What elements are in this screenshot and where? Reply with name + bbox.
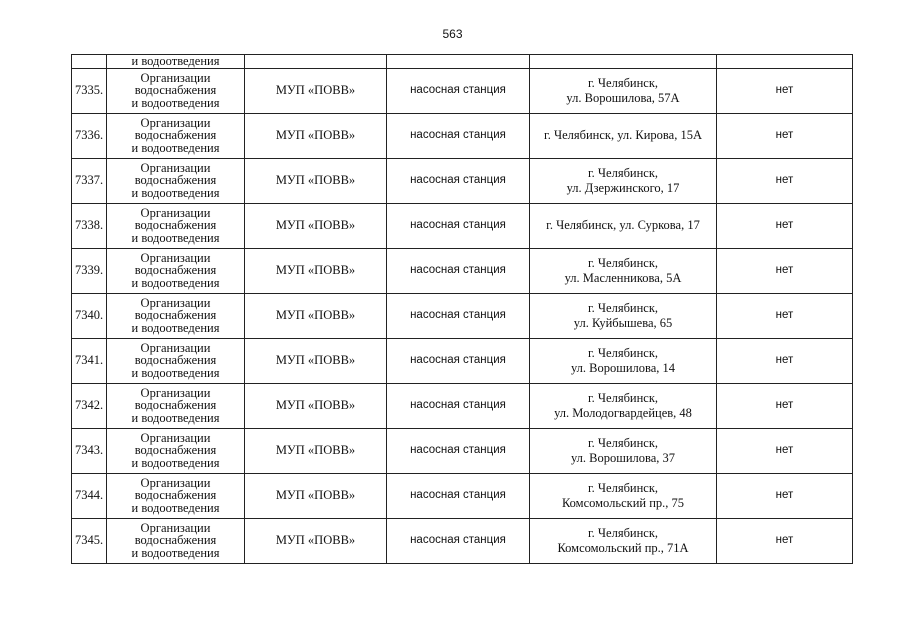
address-line: г. Челябинск, (587, 301, 659, 315)
table-row (72, 293, 853, 338)
cell-address (530, 55, 717, 69)
cell-kind: насосная станция (387, 248, 530, 293)
registry-table (71, 54, 853, 564)
type-line: и водоотведения (131, 320, 220, 335)
type-line: водоснабжения (134, 308, 217, 323)
cell-kind: насосная станция (387, 518, 530, 563)
table-row (72, 383, 853, 428)
address-line: Комсомольский пр., 71А (557, 540, 689, 555)
cell-num: 7336. (72, 113, 107, 158)
type-line: водоснабжения (134, 488, 217, 503)
type-line: водоснабжения (134, 128, 217, 143)
table-row (72, 158, 853, 203)
address-line: г. Челябинск, (587, 166, 659, 180)
page-number: 563 (442, 27, 463, 41)
cell-status: нет (717, 473, 853, 518)
table-row (72, 473, 853, 518)
address-line: г. Челябинск, (587, 481, 659, 495)
cell-address (530, 248, 717, 293)
type-line: водоснабжения (134, 263, 217, 278)
cell-address (530, 338, 717, 383)
address-line: ул. Масленникова, 5А (564, 270, 682, 285)
cell-address (530, 203, 717, 248)
type-line: водоснабжения (134, 218, 217, 233)
cell-address (530, 68, 717, 113)
cell-type (107, 338, 245, 383)
type-line: Организации (140, 295, 211, 310)
cell-num: 7337. (72, 158, 107, 203)
cell-owner: МУП «ПОВВ» (245, 158, 387, 203)
cell-owner: МУП «ПОВВ» (245, 293, 387, 338)
table-row (72, 113, 853, 158)
cell-type (107, 68, 245, 113)
cell-owner: МУП «ПОВВ» (245, 68, 387, 113)
address-line: ул. Ворошилова, 14 (570, 360, 676, 375)
address-line: г. Челябинск, (587, 76, 659, 90)
table-row (72, 428, 853, 473)
cell-status: нет (717, 428, 853, 473)
cell-num: 7343. (72, 428, 107, 473)
type-line: и водоотведения (131, 230, 220, 245)
type-line: и водоотведения (131, 365, 220, 380)
registry-table-body (72, 55, 853, 564)
type-line: Организации (140, 340, 211, 355)
cell-address (530, 383, 717, 428)
cell-owner: МУП «ПОВВ» (245, 428, 387, 473)
cell-num: 7338. (72, 203, 107, 248)
address-line: г. Челябинск, (587, 526, 659, 540)
cell-num: 7340. (72, 293, 107, 338)
cell-num: 7335. (72, 68, 107, 113)
table-row (72, 68, 853, 113)
type-line: и водоотведения (131, 545, 220, 560)
type-line: и водоотведения (131, 95, 220, 110)
cell-type (107, 383, 245, 428)
type-line: водоснабжения (134, 443, 217, 458)
type-line: водоснабжения (134, 398, 217, 413)
cell-address (530, 158, 717, 203)
cell-status: нет (717, 518, 853, 563)
continuation-row (72, 55, 853, 69)
cell-owner (245, 55, 387, 69)
cell-type: и водоотведения (107, 55, 245, 69)
cell-num: 7342. (72, 383, 107, 428)
cell-status: нет (717, 68, 853, 113)
cell-type (107, 203, 245, 248)
cell-owner: МУП «ПОВВ» (245, 248, 387, 293)
cell-num (72, 55, 107, 69)
cell-kind: насосная станция (387, 293, 530, 338)
cell-num: 7341. (72, 338, 107, 383)
cell-type (107, 248, 245, 293)
cell-status: нет (717, 113, 853, 158)
address-line: Комсомольский пр., 75 (561, 495, 685, 510)
type-line: водоснабжения (134, 353, 217, 368)
type-line: и водоотведения (131, 140, 220, 155)
cell-kind: насосная станция (387, 113, 530, 158)
address-line: ул. Ворошилова, 57А (566, 90, 680, 105)
type-line: Организации (140, 160, 211, 175)
type-line: Организации (140, 475, 211, 490)
cell-status: нет (717, 338, 853, 383)
cell-kind: насосная станция (387, 338, 530, 383)
address-line: г. Челябинск, (587, 256, 659, 270)
table-row (72, 248, 853, 293)
cell-address (530, 293, 717, 338)
cell-status: нет (717, 293, 853, 338)
cell-address (530, 113, 717, 158)
cell-kind: насосная станция (387, 203, 530, 248)
type-line: и водоотведения (131, 500, 220, 515)
cell-owner: МУП «ПОВВ» (245, 338, 387, 383)
table-row (72, 338, 853, 383)
type-line: Организации (140, 430, 211, 445)
address-line: г. Челябинск, (587, 346, 659, 360)
cell-type (107, 158, 245, 203)
cell-kind: насосная станция (387, 473, 530, 518)
address-line: г. Челябинск, (587, 436, 659, 450)
cell-owner: МУП «ПОВВ» (245, 473, 387, 518)
type-line: Организации (140, 250, 211, 265)
cell-status: нет (717, 203, 853, 248)
cell-type (107, 428, 245, 473)
table-row (72, 203, 853, 248)
type-line: водоснабжения (134, 83, 217, 98)
cell-owner: МУП «ПОВВ» (245, 383, 387, 428)
cell-owner: МУП «ПОВВ» (245, 203, 387, 248)
cell-num: 7339. (72, 248, 107, 293)
cell-status: нет (717, 383, 853, 428)
type-line: Организации (140, 115, 211, 130)
cell-kind: насосная станция (387, 68, 530, 113)
address-line: ул. Молодогвардейцев, 48 (554, 405, 692, 420)
type-line: Организации (140, 205, 211, 220)
cell-type (107, 473, 245, 518)
cell-kind: насосная станция (387, 428, 530, 473)
cell-status (717, 55, 853, 69)
cell-status: нет (717, 248, 853, 293)
type-line: Организации (140, 520, 211, 535)
cell-type (107, 293, 245, 338)
cell-owner: МУП «ПОВВ» (245, 113, 387, 158)
address-line: г. Челябинск, (587, 391, 659, 405)
type-line: и водоотведения (131, 185, 220, 200)
address-line: ул. Куйбышева, 65 (573, 315, 673, 330)
cell-type (107, 518, 245, 563)
type-line: и водоотведения (131, 275, 220, 290)
address-line: г. Челябинск, ул. Кирова, 15А (543, 128, 702, 143)
cell-type (107, 113, 245, 158)
type-line: и водоотведения (131, 410, 220, 425)
type-line: водоснабжения (134, 533, 217, 548)
type-line: Организации (140, 70, 211, 85)
cell-kind (387, 55, 530, 69)
address-line: ул. Дзержинского, 17 (566, 180, 680, 195)
cell-kind: насосная станция (387, 158, 530, 203)
cell-num: 7345. (72, 518, 107, 563)
address-line: ул. Ворошилова, 37 (570, 450, 676, 465)
cell-kind: насосная станция (387, 383, 530, 428)
table-row (72, 518, 853, 563)
cell-address (530, 428, 717, 473)
cell-address (530, 518, 717, 563)
address-line: г. Челябинск, ул. Суркова, 17 (546, 218, 700, 233)
type-line: Организации (140, 385, 211, 400)
cell-owner: МУП «ПОВВ» (245, 518, 387, 563)
cell-num: 7344. (72, 473, 107, 518)
cell-status: нет (717, 158, 853, 203)
type-line: водоснабжения (134, 173, 217, 188)
type-line: и водоотведения (131, 455, 220, 470)
cell-address (530, 473, 717, 518)
